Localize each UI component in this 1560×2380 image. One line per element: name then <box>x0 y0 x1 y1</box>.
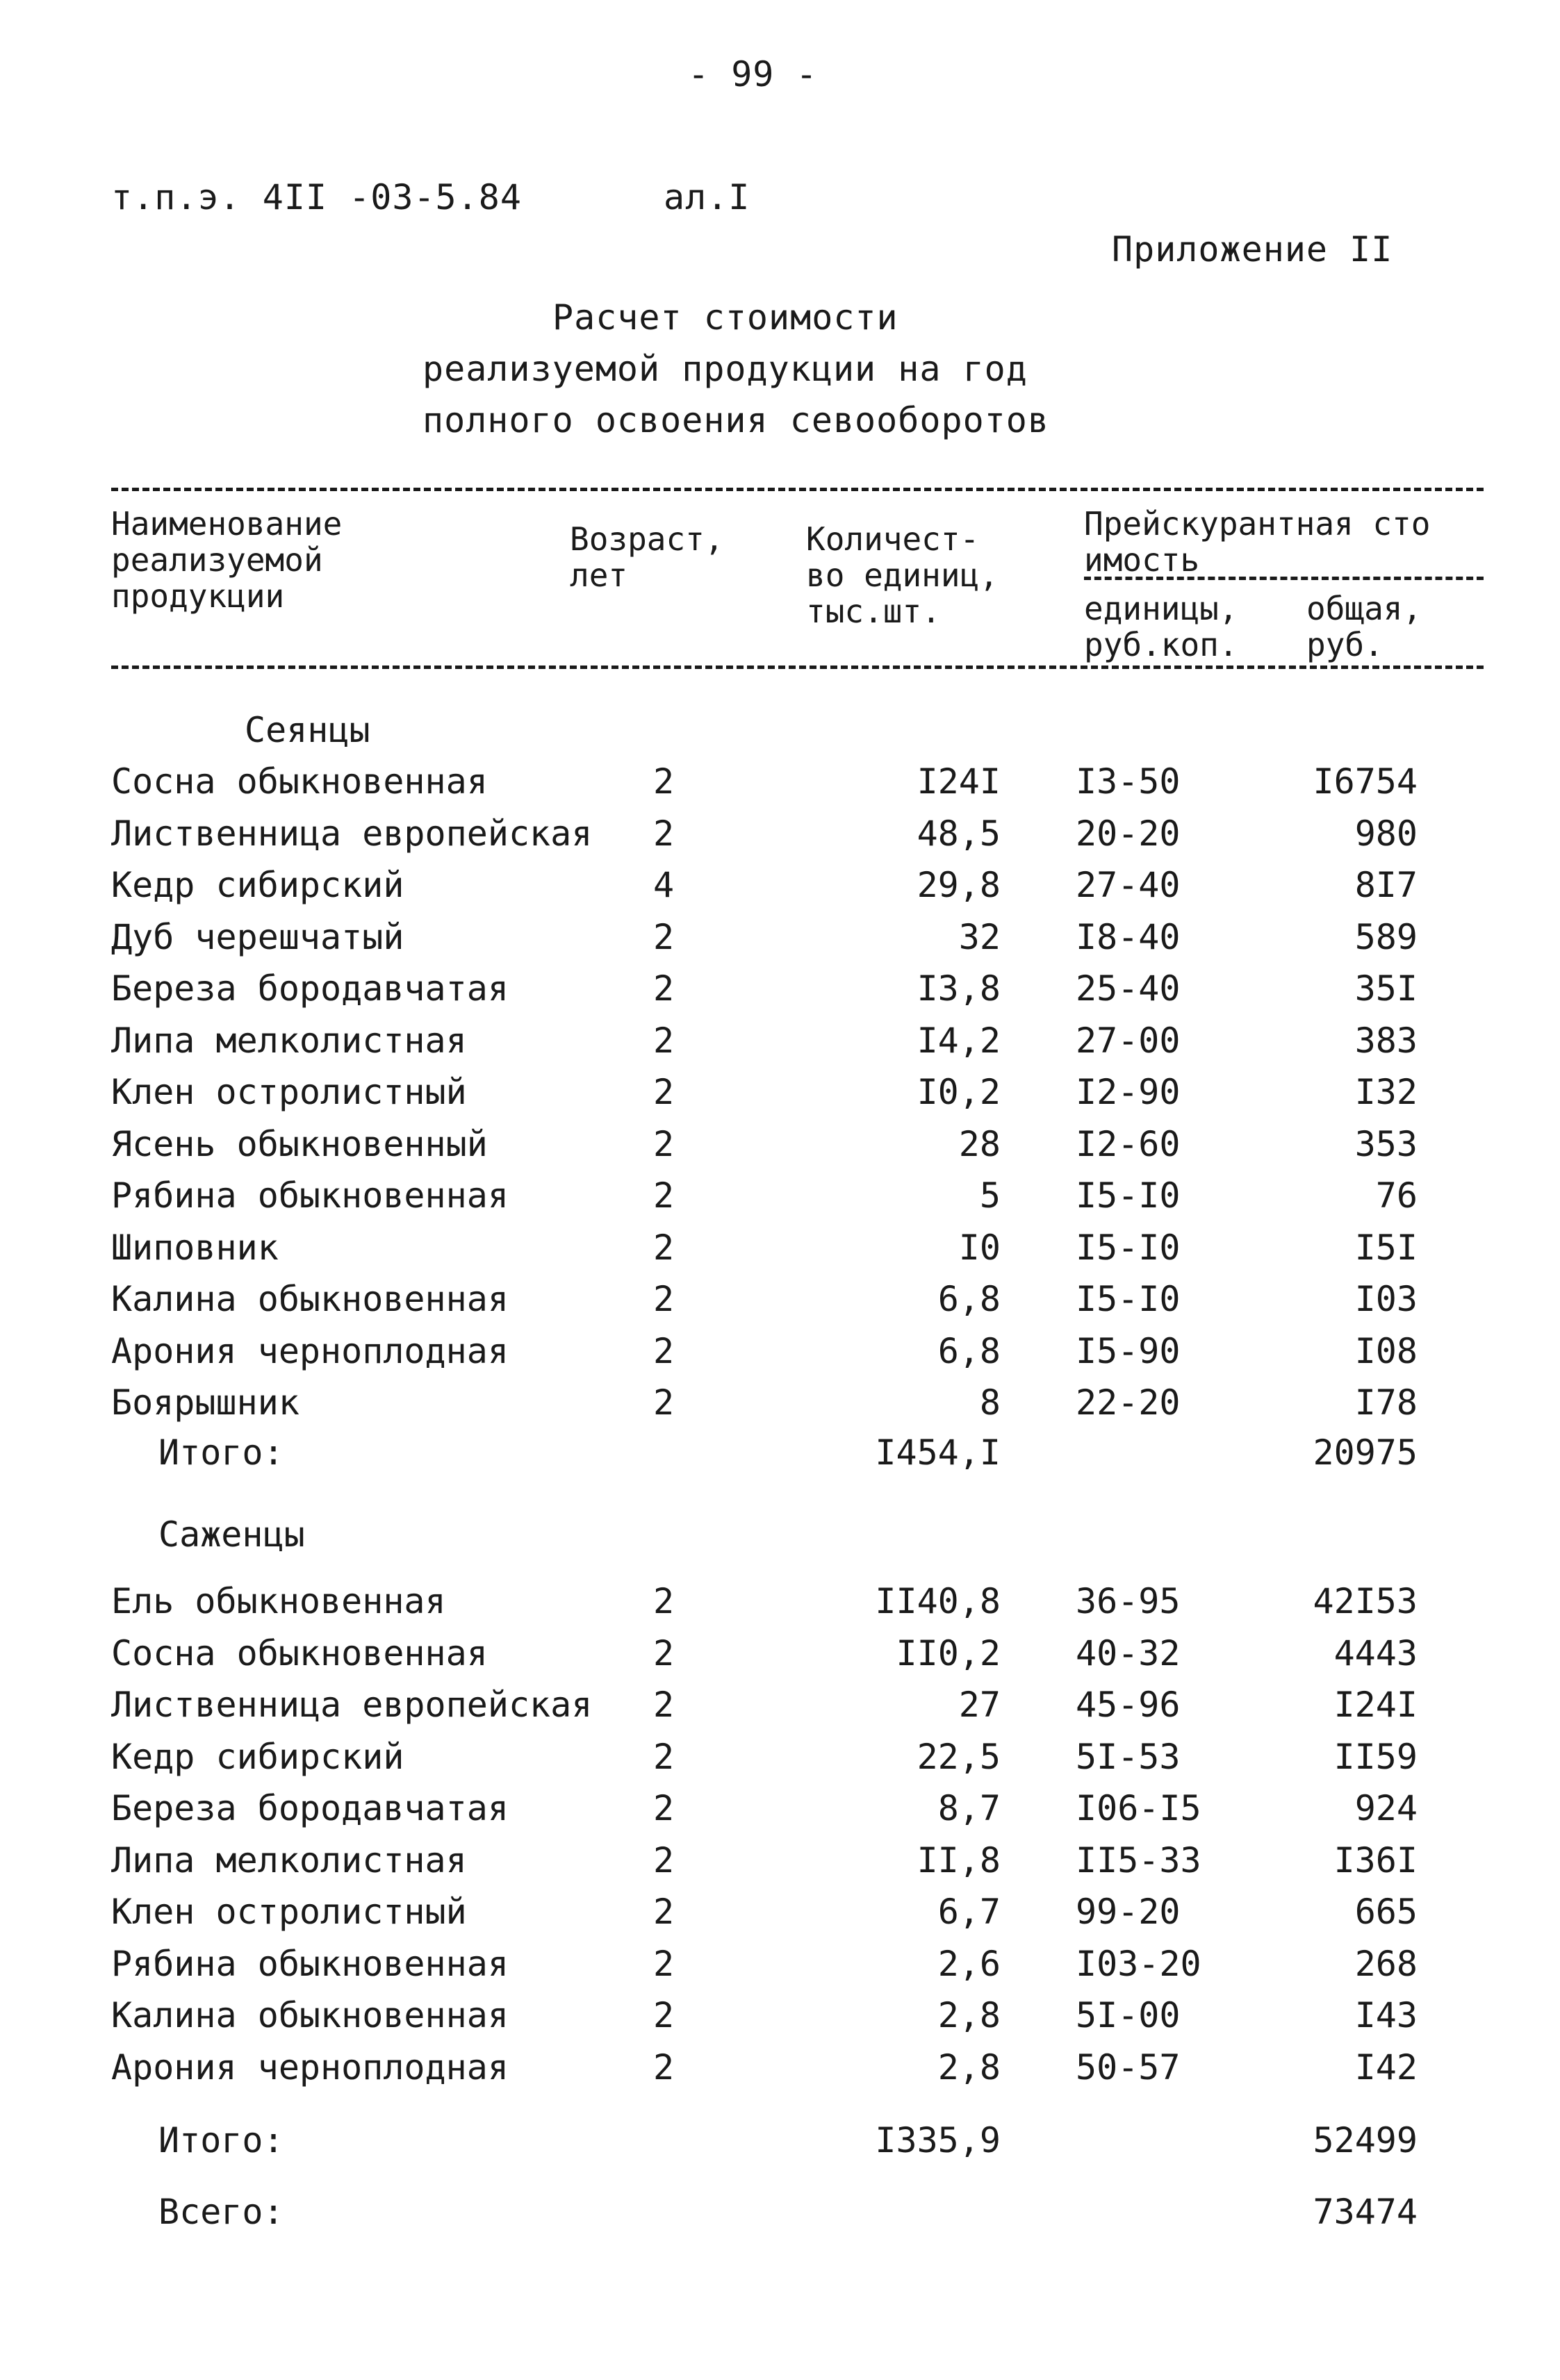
table-row <box>0 1995 1560 2047</box>
grand-total-value: 73474 <box>1313 2192 1418 2232</box>
page-number: - 99 - <box>688 54 818 94</box>
product-name: Липа мелколистная <box>111 1840 467 1881</box>
document-code: т.п.э. 4II -03-5.84 <box>111 177 522 217</box>
table-row <box>0 1840 1560 1892</box>
unit-price-value: 5I-53 <box>1076 1737 1181 1777</box>
table-row <box>0 1737 1560 1788</box>
total-cost-value: 589 <box>1354 917 1418 957</box>
product-name: Липа мелколистная <box>111 1020 467 1061</box>
age-value: 2 <box>653 1228 675 1268</box>
age-value: 2 <box>653 1020 675 1061</box>
product-name: Боярышник <box>111 1382 299 1423</box>
product-name: Дуб черешчатый <box>111 917 404 957</box>
header-unit-line-2: руб.коп. <box>1084 626 1238 663</box>
header-age-line-2: лет <box>570 556 628 594</box>
product-name: Ясень обыкновенный <box>111 1124 488 1164</box>
table-row <box>0 1072 1560 1123</box>
quantity-value: 29,8 <box>917 865 1001 905</box>
total-cost-value: I42 <box>1354 2047 1418 2088</box>
quantity-value: 6,7 <box>937 1892 1001 1932</box>
subtotal-quantity: I335,9 <box>875 2120 1001 2160</box>
total-cost-value: I6754 <box>1313 761 1418 802</box>
total-cost-value: 924 <box>1354 1788 1418 1828</box>
age-value: 2 <box>653 1382 675 1423</box>
quantity-value: 27 <box>958 1685 1001 1725</box>
product-name: Рябина обыкновенная <box>111 1175 509 1216</box>
product-name: Лиственница европейская <box>111 1685 593 1725</box>
unit-price-value: 40-32 <box>1076 1633 1181 1674</box>
header-name-line-2: реализуемой <box>111 541 323 579</box>
age-value: 2 <box>653 1944 675 1984</box>
table-row <box>0 1685 1560 1736</box>
table-row <box>0 1944 1560 1995</box>
total-cost-value: 76 <box>1375 1175 1418 1216</box>
age-value: 2 <box>653 2047 675 2088</box>
subtotal-quantity: I454,I <box>875 1432 1001 1473</box>
unit-price-value: I5-I0 <box>1076 1175 1181 1216</box>
total-cost-value: I24I <box>1333 1685 1418 1725</box>
header-bottom-rule <box>111 666 1484 669</box>
product-name: Береза бородавчатая <box>111 968 509 1009</box>
product-name: Клен остролистный <box>111 1072 467 1112</box>
table-row <box>0 813 1560 865</box>
table-row <box>0 917 1560 968</box>
unit-price-value: 45-96 <box>1076 1685 1181 1725</box>
age-value: 2 <box>653 1175 675 1216</box>
total-cost-value: I08 <box>1354 1331 1418 1371</box>
table-row <box>0 865 1560 916</box>
product-name: Кедр сибирский <box>111 1737 404 1777</box>
table-row <box>0 1279 1560 1330</box>
header-price-line-1: Прейскурантная сто <box>1084 505 1431 543</box>
subtotal-total: 52499 <box>1313 2120 1418 2160</box>
header-price-subrule <box>1084 577 1484 580</box>
header-name-line-3: продукции <box>111 577 285 615</box>
subtotal-label: Итого: <box>158 2120 284 2160</box>
table-row <box>0 1892 1560 1943</box>
product-name: Калина обыкновенная <box>111 1279 509 1319</box>
total-cost-value: I43 <box>1354 1995 1418 2035</box>
age-value: 2 <box>653 1633 675 1674</box>
product-name: Рябина обыкновенная <box>111 1944 509 1984</box>
total-cost-value: II59 <box>1333 1737 1418 1777</box>
quantity-value: II0,2 <box>896 1633 1001 1674</box>
table-row <box>0 1331 1560 1382</box>
product-name: Лиственница европейская <box>111 813 593 854</box>
age-value: 2 <box>653 1737 675 1777</box>
total-cost-value: I32 <box>1354 1072 1418 1112</box>
unit-price-value: 5I-00 <box>1076 1995 1181 2035</box>
total-cost-value: 4443 <box>1333 1633 1418 1674</box>
subtotal-row <box>0 2120 1560 2172</box>
subtotal-label: Итого: <box>158 1432 284 1473</box>
total-cost-value: 268 <box>1354 1944 1418 1984</box>
unit-price-value: I5-I0 <box>1076 1228 1181 1268</box>
product-name: Сосна обыкновенная <box>111 1633 488 1674</box>
total-cost-value: I03 <box>1354 1279 1418 1319</box>
unit-price-value: I2-90 <box>1076 1072 1181 1112</box>
section-header <box>0 710 1560 761</box>
table-row <box>0 1124 1560 1175</box>
title-line-3: полного освоения севооборотов <box>422 400 1049 440</box>
total-cost-value: 665 <box>1354 1892 1418 1932</box>
title-line-1: Расчет стоимости <box>552 297 898 338</box>
quantity-value: 5 <box>979 1175 1001 1216</box>
product-name: Береза бородавчатая <box>111 1788 509 1828</box>
table-row <box>0 968 1560 1020</box>
age-value: 2 <box>653 1840 675 1881</box>
unit-price-value: I03-20 <box>1076 1944 1201 1984</box>
table-row <box>0 1788 1560 1840</box>
product-name: Кедр сибирский <box>111 865 404 905</box>
total-cost-value: I78 <box>1354 1382 1418 1423</box>
table-row <box>0 1020 1560 1072</box>
grand-total-label: Всего: <box>158 2192 284 2232</box>
header-age-line-1: Возраст, <box>570 520 724 558</box>
header-qty-line-1: Количест- <box>806 520 980 558</box>
total-cost-value: 353 <box>1354 1124 1418 1164</box>
title-line-2: реализуемой продукции на год <box>422 349 1028 389</box>
unit-price-value: I3-50 <box>1076 761 1181 802</box>
unit-price-value: 22-20 <box>1076 1382 1181 1423</box>
age-value: 2 <box>653 813 675 854</box>
product-name: Шиповник <box>111 1228 279 1268</box>
quantity-value: 32 <box>958 917 1001 957</box>
quantity-value: I3,8 <box>917 968 1001 1009</box>
total-cost-value: 42I53 <box>1313 1581 1418 1621</box>
section-title: Сеянцы <box>245 710 370 750</box>
total-cost-value: 8I7 <box>1354 865 1418 905</box>
total-cost-value: I5I <box>1354 1228 1418 1268</box>
quantity-value: I24I <box>917 761 1001 802</box>
total-cost-value: 980 <box>1354 813 1418 854</box>
unit-price-value: I06-I5 <box>1076 1788 1201 1828</box>
unit-price-value: 99-20 <box>1076 1892 1181 1932</box>
age-value: 2 <box>653 968 675 1009</box>
header-total-line-2: руб. <box>1306 626 1384 663</box>
unit-price-value: II5-33 <box>1076 1840 1201 1881</box>
age-value: 2 <box>653 761 675 802</box>
unit-price-value: 27-40 <box>1076 865 1181 905</box>
unit-price-value: 50-57 <box>1076 2047 1181 2088</box>
product-name: Сосна обыкновенная <box>111 761 488 802</box>
quantity-value: I4,2 <box>917 1020 1001 1061</box>
header-price-line-2: имость <box>1084 541 1200 579</box>
table-row <box>0 1228 1560 1279</box>
unit-price-value: 25-40 <box>1076 968 1181 1009</box>
appendix-label: Приложение II <box>1112 229 1393 270</box>
quantity-value: 2,8 <box>937 2047 1001 2088</box>
quantity-value: 6,8 <box>937 1279 1001 1319</box>
unit-price-value: I8-40 <box>1076 917 1181 957</box>
age-value: 2 <box>653 1072 675 1112</box>
header-qty-line-2: во единиц, <box>806 556 999 594</box>
unit-price-value: I2-60 <box>1076 1124 1181 1164</box>
product-name: Арония черноплодная <box>111 2047 509 2088</box>
table-row <box>0 1581 1560 1633</box>
quantity-value: 48,5 <box>917 813 1001 854</box>
age-value: 2 <box>653 1685 675 1725</box>
header-unit-line-1: единицы, <box>1084 590 1238 627</box>
quantity-value: 22,5 <box>917 1737 1001 1777</box>
age-value: 2 <box>653 1892 675 1932</box>
quantity-value: 6,8 <box>937 1331 1001 1371</box>
table-row <box>0 1175 1560 1227</box>
sheet-label: ал.I <box>664 177 750 217</box>
total-cost-value: 383 <box>1354 1020 1418 1061</box>
header-total-line-1: общая, <box>1306 590 1422 627</box>
unit-price-value: 20-20 <box>1076 813 1181 854</box>
unit-price-value: I5-I0 <box>1076 1279 1181 1319</box>
age-value: 2 <box>653 1995 675 2035</box>
quantity-value: II,8 <box>917 1840 1001 1881</box>
header-top-rule <box>111 488 1484 491</box>
age-value: 2 <box>653 1331 675 1371</box>
unit-price-value: 27-00 <box>1076 1020 1181 1061</box>
total-cost-value: I36I <box>1333 1840 1418 1881</box>
product-name: Ель обыкновенная <box>111 1581 446 1621</box>
quantity-value: II40,8 <box>875 1581 1001 1621</box>
unit-price-value: 36-95 <box>1076 1581 1181 1621</box>
product-name: Арония черноплодная <box>111 1331 509 1371</box>
quantity-value: 28 <box>958 1124 1001 1164</box>
table-row <box>0 1382 1560 1434</box>
quantity-value: 2,6 <box>937 1944 1001 1984</box>
table-row <box>0 761 1560 813</box>
subtotal-row <box>0 1432 1560 1484</box>
product-name: Калина обыкновенная <box>111 1995 509 2035</box>
subtotal-total: 20975 <box>1313 1432 1418 1473</box>
quantity-value: 8,7 <box>937 1788 1001 1828</box>
table-row <box>0 1633 1560 1685</box>
grand-total-row <box>0 2192 1560 2243</box>
unit-price-value: I5-90 <box>1076 1331 1181 1371</box>
section-header <box>0 1514 1560 1566</box>
quantity-value: 8 <box>979 1382 1001 1423</box>
age-value: 2 <box>653 1581 675 1621</box>
section-title: Саженцы <box>158 1514 305 1555</box>
age-value: 4 <box>653 865 675 905</box>
quantity-value: 2,8 <box>937 1995 1001 2035</box>
table-row <box>0 2047 1560 2099</box>
product-name: Клен остролистный <box>111 1892 467 1932</box>
age-value: 2 <box>653 1788 675 1828</box>
quantity-value: I0,2 <box>917 1072 1001 1112</box>
header-qty-line-3: тыс.шт. <box>806 593 941 630</box>
header-name-line-1: Наименование <box>111 505 343 543</box>
quantity-value: I0 <box>958 1228 1001 1268</box>
age-value: 2 <box>653 917 675 957</box>
age-value: 2 <box>653 1124 675 1164</box>
age-value: 2 <box>653 1279 675 1319</box>
total-cost-value: 35I <box>1354 968 1418 1009</box>
